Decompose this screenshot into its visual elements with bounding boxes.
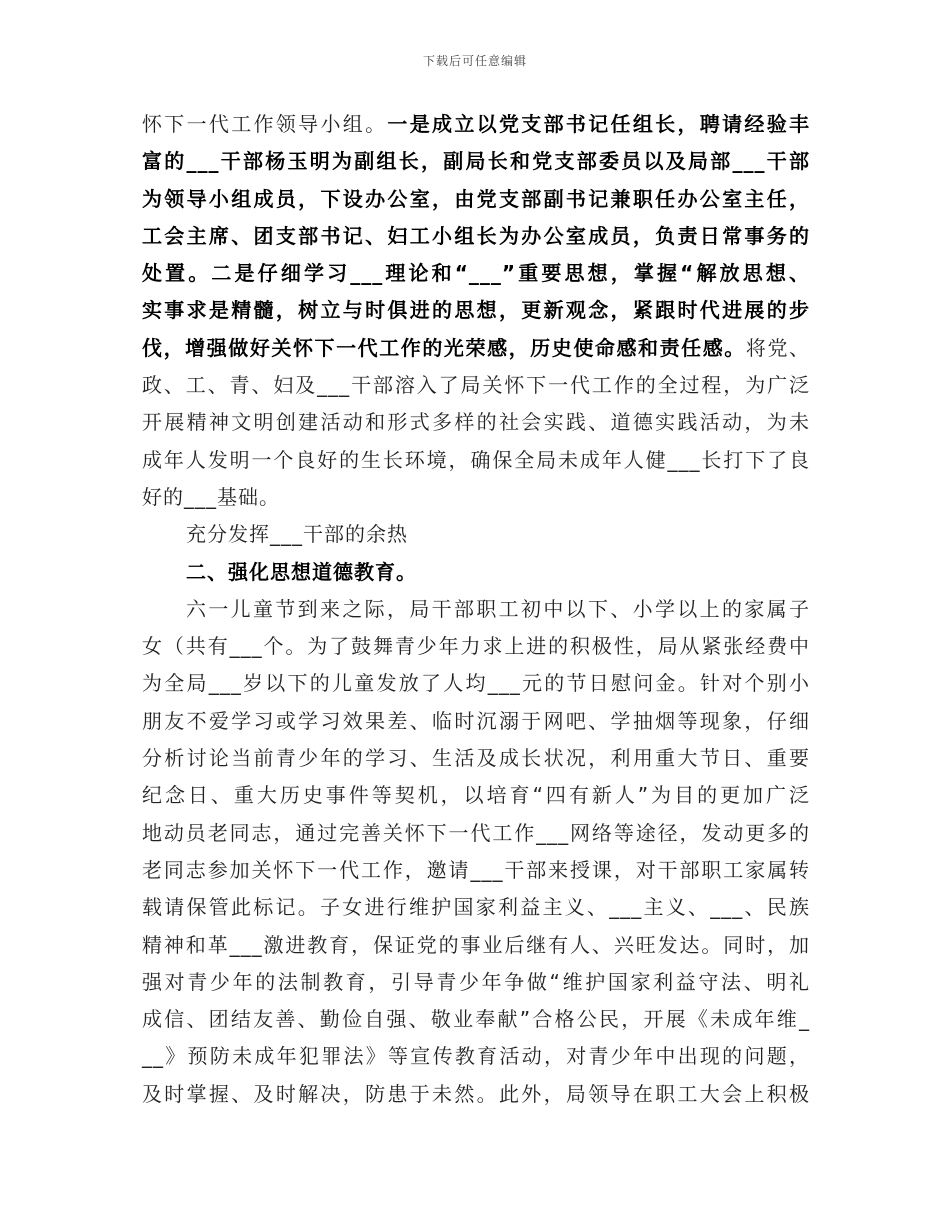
text-line [142, 852, 810, 889]
text-segment: 将党、 [745, 335, 811, 360]
text-line [142, 367, 810, 404]
text-line [142, 106, 810, 143]
text-segment: 成年人发明一个良好的生长环境，确保全局未成年人健___长打下了良 [142, 447, 810, 472]
text-line [142, 1076, 810, 1113]
text-segment: 为全局___岁以下的儿童发放了人均___元的节日慰问金。针对个别小 [142, 671, 810, 696]
text-line [142, 1001, 810, 1038]
text-line [142, 1038, 810, 1075]
text-line [142, 927, 810, 964]
bold-text-segment: 一是成立以党支部书记任组长，聘请经验丰 [387, 112, 811, 136]
text-segment: 强对青少年的法制教育，引导青少年争做“维护国家利益守法、明礼 [142, 969, 810, 994]
text-segment: 老同志参加关怀下一代工作，邀请___干部来授课，对干部职工家属转 [142, 857, 810, 882]
text-line [142, 255, 810, 292]
text-line [142, 554, 810, 591]
text-line [142, 815, 810, 852]
bold-text-segment: 实事求是精髓，树立与时俱进的思想，更新观念，紧跟时代进展的步 [142, 298, 810, 323]
text-line [142, 703, 810, 740]
bold-text-segment: 为领导小组成员，下设办公室，由党支部副书记兼职任办公室主任， [142, 186, 810, 211]
text-line [142, 143, 810, 180]
text-line [142, 740, 810, 777]
document-body [142, 106, 810, 1113]
text-segment: 朋友不爱学习或学习效果差、临时沉溺于网吧、学抽烟等现象，仔细 [142, 708, 810, 733]
text-line [142, 889, 810, 926]
bold-text-segment: 工会主席、团支部书记、妇工小组长为办公室成员，负责日常事务的 [142, 223, 810, 248]
text-line [142, 181, 810, 218]
text-line [142, 628, 810, 665]
text-segment: 纪念日、重大历史事件等契机，以培育“四有新人”为目的更加广泛 [142, 783, 810, 808]
text-segment: 怀下一代工作领导小组。 [142, 112, 388, 136]
text-segment: 载请保管此标记。子女进行维护国家利益主义、___主义、___、民族 [142, 895, 810, 920]
text-segment: 政、工、青、妇及___干部溶入了局关怀下一代工作的全过程，为广泛 [142, 373, 810, 398]
text-segment: __》预防未成年犯罪法》等宣传教育活动，对青少年中出现的问题， [142, 1044, 810, 1069]
text-line [142, 479, 810, 516]
page-header: 下载后可任意编辑 [422, 54, 527, 68]
text-line [142, 404, 810, 441]
text-line [142, 218, 810, 255]
text-segment: 成信、团结友善、勤俭自强、敬业奉献”合格公民，开展《未成年维_ [142, 1007, 810, 1032]
text-line [142, 964, 810, 1001]
text-line [142, 665, 810, 702]
text-segment: 充分发挥___干部的余热 [186, 522, 408, 547]
bold-text-segment: 富的___干部杨玉明为副组长，副局长和党支部委员以及局部___干部 [142, 149, 810, 174]
bold-text-segment: 伐，增强做好关怀下一代工作的光荣感，历史使命感和责任感。 [142, 335, 746, 360]
text-segment: 精神和革___激进教育，保证党的事业后继有人、兴旺发达。同时，加 [142, 932, 810, 957]
text-line [142, 777, 810, 814]
bold-text-segment: 处置。二是仔细学习___理论和“___”重要思想，掌握“解放思想、 [142, 261, 810, 286]
text-segment: 分析讨论当前青少年的学习、生活及成长状况，利用重大节日、重要 [142, 746, 810, 771]
text-segment: 女（共有___个。为了鼓舞青少年力求上进的积极性，局从紧张经费中 [142, 634, 810, 659]
bold-text-segment: 二、强化思想道德教育。 [186, 559, 417, 584]
text-line [142, 330, 810, 367]
text-line [142, 442, 810, 479]
text-segment: 及时掌握、及时解决，防患于未然。此外，局领导在职工大会上积极 [142, 1081, 810, 1106]
text-segment: 好的___基础。 [142, 484, 280, 509]
text-segment: 六一儿童节到来之际，局干部职工初中以下、小学以上的家属子 [186, 596, 810, 621]
text-segment: 地动员老同志，通过完善关怀下一代工作___网络等途径，发动更多的 [142, 820, 810, 845]
text-line [142, 292, 810, 329]
text-line [142, 591, 810, 628]
text-line [142, 516, 810, 553]
text-segment: 开展精神文明创建活动和形式多样的社会实践、道德实践活动，为未 [142, 410, 810, 435]
